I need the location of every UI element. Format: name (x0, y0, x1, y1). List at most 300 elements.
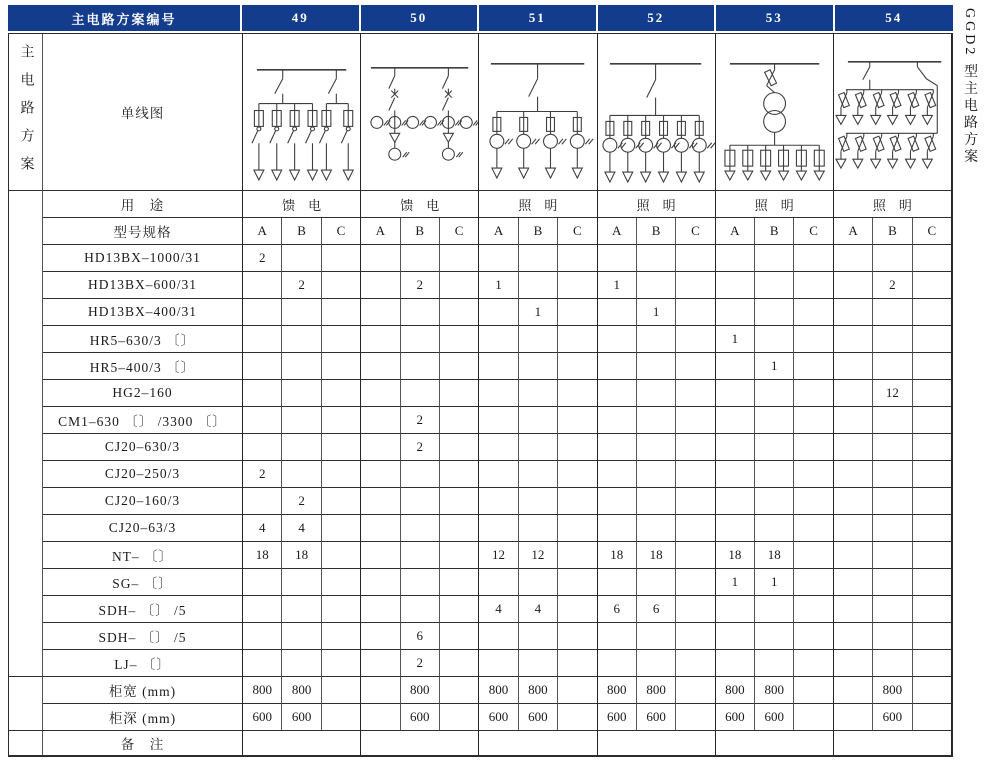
diagram-row-label: 单线图 (43, 34, 243, 191)
qty-cell (676, 488, 715, 515)
usage-cell: 照 明 (834, 191, 952, 218)
subcol-header: C (794, 218, 833, 245)
qty-cell (913, 245, 952, 272)
qty-cell (873, 461, 912, 488)
dim-cell: 800 (755, 677, 794, 704)
depth-row-label: 柜深 (mm) (43, 704, 243, 731)
qty-cell (440, 623, 479, 650)
qty-cell: 18 (598, 542, 637, 569)
qty-cell (440, 353, 479, 380)
qty-cell (834, 434, 873, 461)
qty-cell (716, 299, 755, 326)
qty-cell (479, 623, 518, 650)
qty-cell (637, 434, 676, 461)
qty-cell (558, 623, 597, 650)
dim-cell (440, 704, 479, 731)
qty-cell (794, 542, 833, 569)
qty-cell (755, 488, 794, 515)
qty-cell (676, 434, 715, 461)
width-row-label: 柜宽 (mm) (43, 677, 243, 704)
qty-cell: 1 (755, 569, 794, 596)
qty-cell (558, 380, 597, 407)
qty-cell (676, 596, 715, 623)
qty-cell (322, 245, 361, 272)
qty-cell (322, 272, 361, 299)
subcol-header: B (519, 218, 558, 245)
qty-cell (361, 380, 400, 407)
qty-cell (834, 380, 873, 407)
qty-cell (519, 650, 558, 677)
qty-cell (519, 461, 558, 488)
qty-cell (913, 353, 952, 380)
qty-cell (834, 299, 873, 326)
qty-cell (361, 569, 400, 596)
qty-cell (401, 488, 440, 515)
qty-cell (440, 596, 479, 623)
qty-cell (834, 542, 873, 569)
subcol-header: C (322, 218, 361, 245)
qty-cell: 1 (598, 272, 637, 299)
qty-cell (440, 299, 479, 326)
qty-cell: 2 (282, 488, 321, 515)
qty-cell (637, 569, 676, 596)
qty-cell (440, 569, 479, 596)
circuit-diagram-51-icon (479, 34, 596, 190)
qty-cell (558, 299, 597, 326)
qty-cell (361, 245, 400, 272)
qty-cell (676, 407, 715, 434)
qty-cell: 1 (755, 353, 794, 380)
qty-cell (401, 299, 440, 326)
qty-cell (322, 515, 361, 542)
qty-cell (558, 245, 597, 272)
qty-cell (794, 326, 833, 353)
subcol-header: B (282, 218, 321, 245)
qty-cell (243, 407, 282, 434)
component-row-label: NT– 〔〕 (43, 542, 243, 569)
dim-cell (322, 704, 361, 731)
qty-cell (519, 515, 558, 542)
qty-cell (834, 515, 873, 542)
qty-cell (479, 380, 518, 407)
dim-cell: 800 (519, 677, 558, 704)
qty-cell (637, 380, 676, 407)
qty-cell (716, 272, 755, 299)
qty-cell (676, 299, 715, 326)
dim-cell (322, 677, 361, 704)
qty-cell (913, 623, 952, 650)
qty-cell: 2 (243, 461, 282, 488)
qty-cell (322, 434, 361, 461)
component-row-label: HR5–400/3 〔〕 (43, 353, 243, 380)
subcol-header: C (676, 218, 715, 245)
qty-cell (479, 245, 518, 272)
qty-cell (637, 353, 676, 380)
qty-cell: 6 (401, 623, 440, 650)
qty-cell (873, 434, 912, 461)
subcol-header: B (637, 218, 676, 245)
circuit-diagram-53-icon (716, 34, 833, 190)
dim-cell: 800 (637, 677, 676, 704)
qty-cell (519, 434, 558, 461)
qty-cell (598, 326, 637, 353)
qty-cell (873, 515, 912, 542)
qty-cell (637, 488, 676, 515)
qty-cell (755, 461, 794, 488)
qty-cell (676, 461, 715, 488)
component-row-label: CJ20–160/3 (43, 488, 243, 515)
qty-cell (479, 515, 518, 542)
qty-cell (794, 380, 833, 407)
subcol-header: B (755, 218, 794, 245)
qty-cell (440, 326, 479, 353)
qty-cell (637, 272, 676, 299)
qty-cell (913, 488, 952, 515)
dim-cell (794, 704, 833, 731)
qty-cell (598, 488, 637, 515)
qty-cell (913, 569, 952, 596)
qty-cell (558, 272, 597, 299)
qty-cell (479, 299, 518, 326)
qty-cell: 12 (479, 542, 518, 569)
qty-cell (676, 650, 715, 677)
qty-cell (834, 326, 873, 353)
qty-cell (637, 407, 676, 434)
qty-cell (913, 650, 952, 677)
qty-cell (361, 353, 400, 380)
qty-cell (558, 515, 597, 542)
qty-cell (558, 488, 597, 515)
scheme-number-51: 51 (479, 5, 598, 31)
qty-cell (361, 623, 400, 650)
qty-cell (558, 407, 597, 434)
dim-cell (913, 677, 952, 704)
qty-cell: 18 (755, 542, 794, 569)
qty-cell (873, 488, 912, 515)
qty-cell (361, 407, 400, 434)
remark-cell (834, 731, 952, 756)
component-row-label: HD13BX–400/31 (43, 299, 243, 326)
qty-cell (558, 434, 597, 461)
qty-cell (598, 515, 637, 542)
qty-cell (479, 353, 518, 380)
qty-cell (716, 461, 755, 488)
dim-cell: 600 (873, 704, 912, 731)
subcol-header: A (834, 218, 873, 245)
qty-cell (440, 272, 479, 299)
qty-cell: 2 (401, 272, 440, 299)
qty-cell (440, 461, 479, 488)
dim-cell (361, 704, 400, 731)
qty-cell (794, 272, 833, 299)
qty-cell: 18 (243, 542, 282, 569)
qty-cell (873, 326, 912, 353)
header-bar (8, 5, 953, 31)
qty-cell (519, 623, 558, 650)
qty-cell (716, 353, 755, 380)
qty-cell (243, 434, 282, 461)
qty-cell (243, 299, 282, 326)
remark-cell (243, 731, 361, 756)
left-spacer-cell (9, 191, 43, 677)
qty-cell (519, 380, 558, 407)
qty-cell: 1 (479, 272, 518, 299)
dim-cell: 600 (598, 704, 637, 731)
qty-cell (755, 245, 794, 272)
qty-cell (361, 326, 400, 353)
dim-cell: 600 (243, 704, 282, 731)
remark-cell (598, 731, 716, 756)
dim-cell: 800 (282, 677, 321, 704)
qty-cell (598, 623, 637, 650)
main-table (8, 33, 953, 757)
qty-cell (716, 488, 755, 515)
qty-cell (479, 650, 518, 677)
dim-cell: 800 (598, 677, 637, 704)
qty-cell (755, 596, 794, 623)
qty-cell (479, 569, 518, 596)
qty-cell (834, 569, 873, 596)
qty-cell (282, 623, 321, 650)
qty-cell (598, 245, 637, 272)
qty-cell (873, 623, 912, 650)
qty-cell (676, 380, 715, 407)
qty-cell (873, 299, 912, 326)
qty-cell (401, 245, 440, 272)
qty-cell (676, 515, 715, 542)
qty-cell (716, 596, 755, 623)
qty-cell (716, 407, 755, 434)
qty-cell (440, 434, 479, 461)
qty-cell (322, 596, 361, 623)
qty-cell (558, 353, 597, 380)
qty-cell (519, 569, 558, 596)
subcol-header: A (716, 218, 755, 245)
qty-cell (361, 299, 400, 326)
qty-cell: 2 (282, 272, 321, 299)
qty-cell (440, 488, 479, 515)
qty-cell (598, 353, 637, 380)
qty-cell (598, 461, 637, 488)
qty-cell (676, 569, 715, 596)
qty-cell (834, 596, 873, 623)
qty-cell (322, 542, 361, 569)
qty-cell: 2 (401, 407, 440, 434)
qty-cell (479, 326, 518, 353)
qty-cell: 4 (519, 596, 558, 623)
qty-cell (440, 245, 479, 272)
qty-cell (519, 326, 558, 353)
qty-cell (794, 569, 833, 596)
qty-cell (913, 299, 952, 326)
qty-cell (755, 380, 794, 407)
qty-cell (873, 542, 912, 569)
component-row-label: HD13BX–600/31 (43, 272, 243, 299)
usage-cell: 馈 电 (243, 191, 361, 218)
circuit-diagram-54-icon (834, 34, 951, 190)
qty-cell (834, 461, 873, 488)
qty-cell (282, 407, 321, 434)
qty-cell (834, 407, 873, 434)
qty-cell (716, 245, 755, 272)
qty-cell (598, 650, 637, 677)
remark-cell (716, 731, 834, 756)
qty-cell (243, 569, 282, 596)
qty-cell (637, 515, 676, 542)
qty-cell: 1 (716, 569, 755, 596)
qty-cell (322, 353, 361, 380)
subcol-header: B (873, 218, 912, 245)
component-row-label: HR5–630/3 〔〕 (43, 326, 243, 353)
qty-cell (913, 596, 952, 623)
subcol-header: B (401, 218, 440, 245)
qty-cell (282, 461, 321, 488)
qty-cell (794, 461, 833, 488)
qty-cell (243, 326, 282, 353)
dim-cell: 600 (716, 704, 755, 731)
dim-cell: 600 (755, 704, 794, 731)
qty-cell (913, 407, 952, 434)
dim-cell: 600 (479, 704, 518, 731)
header-label: 主电路方案编号 (8, 5, 242, 31)
qty-cell (676, 245, 715, 272)
qty-cell (794, 434, 833, 461)
single-line-diagram-53 (716, 34, 834, 191)
qty-cell (361, 596, 400, 623)
qty-cell (282, 569, 321, 596)
qty-cell (401, 353, 440, 380)
qty-cell (440, 650, 479, 677)
qty-cell (322, 326, 361, 353)
qty-cell (282, 326, 321, 353)
dim-cell: 800 (716, 677, 755, 704)
qty-cell (519, 353, 558, 380)
qty-cell: 12 (873, 380, 912, 407)
qty-cell (676, 623, 715, 650)
qty-cell (834, 488, 873, 515)
qty-cell (834, 650, 873, 677)
usage-cell: 照 明 (598, 191, 716, 218)
usage-row-label: 用 途 (43, 191, 243, 218)
component-row-label: SG– 〔〕 (43, 569, 243, 596)
qty-cell (676, 272, 715, 299)
qty-cell: 18 (716, 542, 755, 569)
qty-cell (913, 515, 952, 542)
qty-cell (873, 245, 912, 272)
qty-cell (401, 380, 440, 407)
qty-cell: 2 (401, 650, 440, 677)
qty-cell (598, 407, 637, 434)
qty-cell (479, 461, 518, 488)
qty-cell (282, 434, 321, 461)
qty-cell (834, 272, 873, 299)
usage-cell: 馈 电 (361, 191, 479, 218)
qty-cell (322, 380, 361, 407)
remark-cell (479, 731, 597, 756)
qty-cell (637, 245, 676, 272)
dim-cell: 800 (479, 677, 518, 704)
qty-cell (243, 650, 282, 677)
qty-cell (794, 515, 833, 542)
single-line-diagram-50 (361, 34, 479, 191)
scheme-number-53: 53 (716, 5, 835, 31)
dim-cell (913, 704, 952, 731)
qty-cell (243, 272, 282, 299)
spec-row-label: 型号规格 (43, 218, 243, 245)
component-row-label: CM1–630 〔〕 /3300 〔〕 (43, 407, 243, 434)
side-caption: GGD2 型主电路方案 (962, 8, 977, 166)
qty-cell (361, 272, 400, 299)
scheme-number-52: 52 (598, 5, 717, 31)
qty-cell (794, 299, 833, 326)
dim-cell (794, 677, 833, 704)
qty-cell (401, 326, 440, 353)
scheme-number-49: 49 (242, 5, 361, 31)
qty-cell (361, 515, 400, 542)
qty-cell (794, 407, 833, 434)
qty-cell (322, 461, 361, 488)
qty-cell (834, 353, 873, 380)
qty-cell (282, 596, 321, 623)
qty-cell (282, 380, 321, 407)
qty-cell: 18 (282, 542, 321, 569)
qty-cell (401, 542, 440, 569)
circuit-diagram-49-icon (243, 34, 360, 190)
qty-cell (322, 569, 361, 596)
qty-cell (558, 650, 597, 677)
qty-cell (873, 353, 912, 380)
qty-cell (322, 407, 361, 434)
qty-cell: 6 (598, 596, 637, 623)
qty-cell (282, 353, 321, 380)
qty-cell (873, 596, 912, 623)
subcol-header: C (440, 218, 479, 245)
qty-cell (716, 650, 755, 677)
qty-cell (913, 434, 952, 461)
qty-cell (322, 623, 361, 650)
component-row-label: CJ20–63/3 (43, 515, 243, 542)
qty-cell (598, 380, 637, 407)
left-group-caption: 主电路方案 (9, 34, 43, 191)
dim-cell (834, 704, 873, 731)
qty-cell (361, 488, 400, 515)
dim-cell: 800 (243, 677, 282, 704)
qty-cell (873, 407, 912, 434)
qty-cell: 12 (519, 542, 558, 569)
qty-cell (558, 569, 597, 596)
qty-cell (401, 515, 440, 542)
qty-cell (913, 542, 952, 569)
qty-cell (755, 434, 794, 461)
qty-cell (519, 407, 558, 434)
qty-cell (794, 353, 833, 380)
qty-cell (913, 461, 952, 488)
qty-cell (794, 245, 833, 272)
usage-cell: 照 明 (479, 191, 597, 218)
subcol-header: A (598, 218, 637, 245)
circuit-diagram-52-icon (598, 34, 715, 190)
qty-cell (913, 326, 952, 353)
qty-cell (755, 650, 794, 677)
qty-cell: 1 (716, 326, 755, 353)
component-row-label: SDH– 〔〕 /5 (43, 596, 243, 623)
qty-cell: 2 (873, 272, 912, 299)
qty-cell (361, 434, 400, 461)
qty-cell (834, 623, 873, 650)
dim-cell (834, 677, 873, 704)
qty-cell (282, 299, 321, 326)
qty-cell: 1 (519, 299, 558, 326)
